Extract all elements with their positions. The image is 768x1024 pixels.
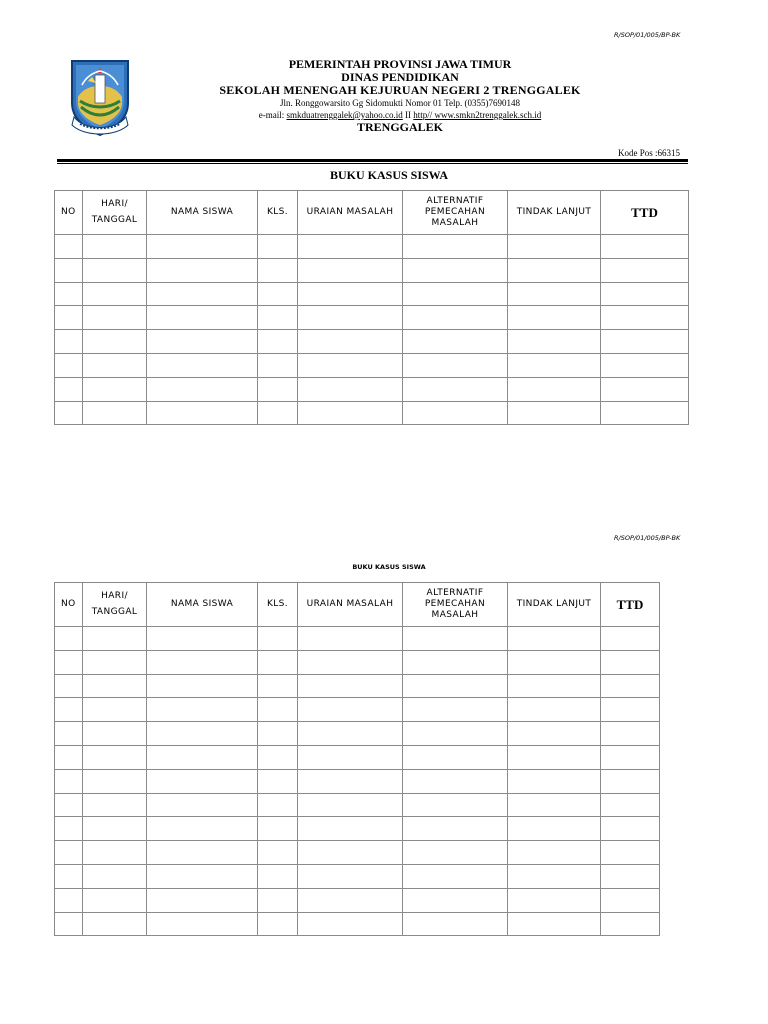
table-cell[interactable]: [508, 674, 601, 698]
table-cell[interactable]: [83, 674, 147, 698]
email-prefix: e-mail:: [258, 110, 287, 120]
table-row: [55, 745, 660, 769]
table-cell[interactable]: [403, 330, 508, 354]
table-cell[interactable]: [601, 722, 660, 746]
table-cell[interactable]: [508, 235, 601, 259]
table-cell[interactable]: [83, 353, 147, 377]
table-cell[interactable]: [508, 377, 601, 401]
table-cell[interactable]: [55, 353, 83, 377]
table-row: [55, 674, 660, 698]
table-cell[interactable]: [147, 745, 258, 769]
header-hari-tanggal: [83, 583, 147, 627]
table-cell[interactable]: [83, 401, 147, 425]
header-tanggal: TANGGAL: [91, 607, 138, 617]
table-cell[interactable]: [601, 841, 660, 865]
table-cell[interactable]: [508, 330, 601, 354]
table-cell[interactable]: [508, 864, 601, 888]
table-cell[interactable]: [403, 401, 508, 425]
document-code: R/SOP/01/005/BP-BK: [614, 534, 681, 542]
header-hari: HARI/: [101, 591, 128, 601]
header-uraian-masalah: URAIAN MASALAH: [298, 191, 403, 235]
table-cell[interactable]: [403, 698, 508, 722]
table-cell[interactable]: [298, 353, 403, 377]
table-cell[interactable]: [55, 745, 83, 769]
header-tanggal: TANGGAL: [91, 215, 138, 225]
table-cell[interactable]: [147, 353, 258, 377]
table-cell[interactable]: [55, 674, 83, 698]
table-cell[interactable]: [403, 627, 508, 651]
table-row: [55, 353, 689, 377]
header-kls: KLS.: [258, 583, 298, 627]
table-cell[interactable]: [258, 769, 298, 793]
table-cell[interactable]: [147, 330, 258, 354]
table-cell[interactable]: [147, 650, 258, 674]
table-row: [55, 282, 689, 306]
header-hari-tanggal: [83, 191, 147, 235]
table-cell[interactable]: [508, 817, 601, 841]
table-cell[interactable]: [55, 401, 83, 425]
letterhead-divider-thin: [57, 163, 688, 164]
table-cell[interactable]: [83, 722, 147, 746]
table-cell[interactable]: [83, 888, 147, 912]
table-cell[interactable]: [298, 627, 403, 651]
table-cell[interactable]: [83, 912, 147, 936]
table-cell[interactable]: [508, 722, 601, 746]
table-cell[interactable]: [601, 650, 660, 674]
table-cell[interactable]: [147, 377, 258, 401]
table-cell[interactable]: [298, 745, 403, 769]
table-header-row: [55, 191, 689, 235]
table-cell[interactable]: [298, 306, 403, 330]
letterhead-divider-thick: [57, 159, 688, 162]
table-cell[interactable]: [403, 817, 508, 841]
table-cell[interactable]: [83, 793, 147, 817]
table-cell[interactable]: [298, 258, 403, 282]
table-cell[interactable]: [298, 841, 403, 865]
table-cell[interactable]: [258, 401, 298, 425]
table-cell[interactable]: [147, 888, 258, 912]
table-cell[interactable]: [258, 841, 298, 865]
table-cell[interactable]: [601, 864, 660, 888]
table-cell[interactable]: [508, 769, 601, 793]
school-address: Jln. Ronggowarsito Gg Sidomukti Nomor 01 Telp. (0355)7690148: [280, 98, 520, 108]
case-table-2: [54, 582, 660, 936]
table-cell[interactable]: [147, 401, 258, 425]
table-cell[interactable]: [55, 841, 83, 865]
table-cell[interactable]: [403, 306, 508, 330]
email-link[interactable]: smkduatrenggalek@yahoo.co.id: [286, 110, 403, 120]
table-cell[interactable]: [601, 912, 660, 936]
table-cell[interactable]: [55, 817, 83, 841]
table-body: [55, 235, 689, 425]
table-cell[interactable]: [508, 745, 601, 769]
table-cell[interactable]: [258, 377, 298, 401]
table-cell[interactable]: [508, 282, 601, 306]
table-row: [55, 841, 660, 865]
table-cell[interactable]: [55, 330, 83, 354]
header-nama-siswa: NAMA SISWA: [147, 583, 258, 627]
header-alternatif-1: ALTERNATIF: [426, 588, 484, 598]
table-row: [55, 793, 660, 817]
table-cell[interactable]: [508, 793, 601, 817]
table-row: [55, 258, 689, 282]
table-cell[interactable]: [55, 627, 83, 651]
header-alternatif: [403, 583, 508, 627]
header-no: NO: [55, 583, 83, 627]
table-cell[interactable]: [55, 698, 83, 722]
table-cell[interactable]: [298, 912, 403, 936]
table-cell[interactable]: [147, 258, 258, 282]
table-cell[interactable]: [83, 817, 147, 841]
table-cell[interactable]: [298, 769, 403, 793]
table-cell[interactable]: [601, 745, 660, 769]
table-cell[interactable]: [601, 674, 660, 698]
table-cell[interactable]: [298, 864, 403, 888]
table-cell[interactable]: [508, 650, 601, 674]
table-cell[interactable]: [403, 650, 508, 674]
table-cell[interactable]: [147, 793, 258, 817]
table-cell[interactable]: [55, 722, 83, 746]
table-cell[interactable]: [298, 377, 403, 401]
table-cell[interactable]: [403, 282, 508, 306]
table-cell[interactable]: [55, 912, 83, 936]
government-name: PEMERINTAH PROVINSI JAWA TIMUR: [288, 57, 512, 71]
table-cell[interactable]: [258, 888, 298, 912]
table-cell[interactable]: [83, 258, 147, 282]
table-cell[interactable]: [508, 627, 601, 651]
table-cell[interactable]: [55, 306, 83, 330]
table-cell[interactable]: [298, 282, 403, 306]
header-alternatif: [403, 191, 508, 235]
table-cell[interactable]: [258, 282, 298, 306]
table-cell[interactable]: [298, 817, 403, 841]
table-cell[interactable]: [83, 235, 147, 259]
table-cell[interactable]: [55, 793, 83, 817]
table-cell[interactable]: [298, 235, 403, 259]
table-cell[interactable]: [601, 282, 689, 306]
table-cell[interactable]: [508, 888, 601, 912]
table-cell[interactable]: [508, 912, 601, 936]
table-cell[interactable]: [55, 377, 83, 401]
header-nama-siswa: NAMA SISWA: [147, 191, 258, 235]
table-row: [55, 864, 660, 888]
table-header-row: [55, 583, 660, 627]
header-alternatif-1: ALTERNATIF: [426, 196, 484, 206]
table-cell[interactable]: [601, 353, 689, 377]
header-ttd: TTD: [601, 191, 689, 235]
school-name: SEKOLAH MENENGAH KEJURUAN NEGERI 2 TRENGGALEK: [219, 83, 581, 97]
table-cell[interactable]: [298, 650, 403, 674]
table-cell[interactable]: [298, 674, 403, 698]
department-name: DINAS PENDIDIKAN: [341, 70, 459, 84]
table-cell[interactable]: [403, 793, 508, 817]
east-java-crest-logo: [66, 57, 134, 137]
table-row: [55, 650, 660, 674]
table-row: [55, 401, 689, 425]
form-title: BUKU KASUS SISWA: [352, 563, 426, 571]
form-title: BUKU KASUS SISWA: [329, 168, 449, 182]
table-cell[interactable]: [601, 330, 689, 354]
table-cell[interactable]: [601, 258, 689, 282]
table-cell[interactable]: [258, 745, 298, 769]
table-cell[interactable]: [55, 235, 83, 259]
table-row: [55, 235, 689, 259]
table-cell[interactable]: [508, 401, 601, 425]
table-cell[interactable]: [83, 306, 147, 330]
table-row: [55, 698, 660, 722]
header-alternatif-3: MASALAH: [431, 610, 479, 620]
table-cell[interactable]: [147, 864, 258, 888]
table-cell[interactable]: [601, 627, 660, 651]
header-no: NO: [55, 191, 83, 235]
table-row: [55, 722, 660, 746]
table-cell[interactable]: [508, 306, 601, 330]
table-cell[interactable]: [83, 841, 147, 865]
table-row: [55, 912, 660, 936]
table-cell[interactable]: [55, 769, 83, 793]
header-alternatif-3: MASALAH: [431, 218, 479, 228]
table-cell[interactable]: [258, 912, 298, 936]
table-cell[interactable]: [298, 698, 403, 722]
table-cell[interactable]: [258, 353, 298, 377]
table-cell[interactable]: [298, 888, 403, 912]
city-name: TRENGGALEK: [356, 120, 443, 134]
table-cell[interactable]: [298, 793, 403, 817]
table-cell[interactable]: [508, 258, 601, 282]
table-cell[interactable]: [403, 353, 508, 377]
table-cell[interactable]: [403, 258, 508, 282]
postal-code: Kode Pos :66315: [618, 148, 681, 158]
table-cell[interactable]: [298, 330, 403, 354]
table-cell[interactable]: [83, 650, 147, 674]
letterhead: [200, 58, 600, 134]
table-cell[interactable]: [403, 722, 508, 746]
header-hari: HARI/: [101, 199, 128, 209]
table-cell[interactable]: [258, 650, 298, 674]
table-cell[interactable]: [601, 401, 689, 425]
table-cell[interactable]: [258, 674, 298, 698]
table-cell[interactable]: [147, 282, 258, 306]
table-cell[interactable]: [258, 330, 298, 354]
table-cell[interactable]: [601, 306, 689, 330]
contact-separator: II: [402, 110, 414, 120]
table-cell[interactable]: [83, 377, 147, 401]
table-cell[interactable]: [403, 888, 508, 912]
table-row: [55, 330, 689, 354]
table-cell[interactable]: [147, 841, 258, 865]
table-row: [55, 306, 689, 330]
table-cell[interactable]: [258, 627, 298, 651]
table-cell[interactable]: [298, 722, 403, 746]
table-cell[interactable]: [403, 864, 508, 888]
table-cell[interactable]: [147, 235, 258, 259]
table-row: [55, 888, 660, 912]
table-cell[interactable]: [403, 235, 508, 259]
table-cell[interactable]: [601, 817, 660, 841]
header-alternatif-2: PEMECAHAN: [424, 599, 486, 609]
table-cell[interactable]: [55, 258, 83, 282]
table-cell[interactable]: [601, 769, 660, 793]
table-cell[interactable]: [55, 888, 83, 912]
case-table-1: [54, 190, 689, 425]
table-cell[interactable]: [403, 769, 508, 793]
table-cell[interactable]: [403, 377, 508, 401]
table-cell[interactable]: [147, 817, 258, 841]
table-cell[interactable]: [508, 698, 601, 722]
table-cell[interactable]: [147, 912, 258, 936]
table-cell[interactable]: [83, 330, 147, 354]
header-tindak-lanjut: TINDAK LANJUT: [508, 583, 601, 627]
table-cell[interactable]: [147, 306, 258, 330]
table-cell[interactable]: [147, 698, 258, 722]
table-cell[interactable]: [258, 235, 298, 259]
header-ttd: TTD: [601, 583, 660, 627]
table-cell[interactable]: [83, 627, 147, 651]
table-cell[interactable]: [147, 674, 258, 698]
table-cell[interactable]: [258, 698, 298, 722]
table-cell[interactable]: [83, 864, 147, 888]
table-cell[interactable]: [55, 650, 83, 674]
table-cell[interactable]: [55, 282, 83, 306]
table-cell[interactable]: [258, 258, 298, 282]
document-code: R/SOP/01/005/BP-BK: [614, 31, 681, 39]
table-cell[interactable]: [258, 864, 298, 888]
table-cell[interactable]: [508, 841, 601, 865]
table-cell[interactable]: [403, 841, 508, 865]
header-alternatif-2: PEMECAHAN: [424, 207, 486, 217]
header-uraian-masalah: URAIAN MASALAH: [298, 583, 403, 627]
website-link[interactable]: http// www.smkn2trenggalek.sch.id: [413, 110, 542, 120]
table-cell[interactable]: [258, 306, 298, 330]
table-cell[interactable]: [83, 282, 147, 306]
table-cell[interactable]: [55, 864, 83, 888]
table-cell[interactable]: [147, 722, 258, 746]
table-cell[interactable]: [601, 793, 660, 817]
table-cell[interactable]: [601, 698, 660, 722]
table-cell[interactable]: [258, 793, 298, 817]
table-row: [55, 817, 660, 841]
table-body: [55, 627, 660, 936]
table-cell[interactable]: [403, 912, 508, 936]
header-kls: KLS.: [258, 191, 298, 235]
table-cell[interactable]: [298, 401, 403, 425]
table-cell[interactable]: [403, 674, 508, 698]
table-cell[interactable]: [83, 745, 147, 769]
table-cell[interactable]: [258, 817, 298, 841]
table-cell[interactable]: [147, 769, 258, 793]
table-cell[interactable]: [601, 377, 689, 401]
table-cell[interactable]: [83, 698, 147, 722]
table-cell[interactable]: [403, 745, 508, 769]
table-row: [55, 627, 660, 651]
table-cell[interactable]: [601, 888, 660, 912]
table-cell[interactable]: [258, 722, 298, 746]
table-cell[interactable]: [83, 769, 147, 793]
table-row: [55, 769, 660, 793]
header-tindak-lanjut: TINDAK LANJUT: [508, 191, 601, 235]
table-row: [55, 377, 689, 401]
table-cell[interactable]: [147, 627, 258, 651]
table-cell[interactable]: [601, 235, 689, 259]
table-cell[interactable]: [508, 353, 601, 377]
